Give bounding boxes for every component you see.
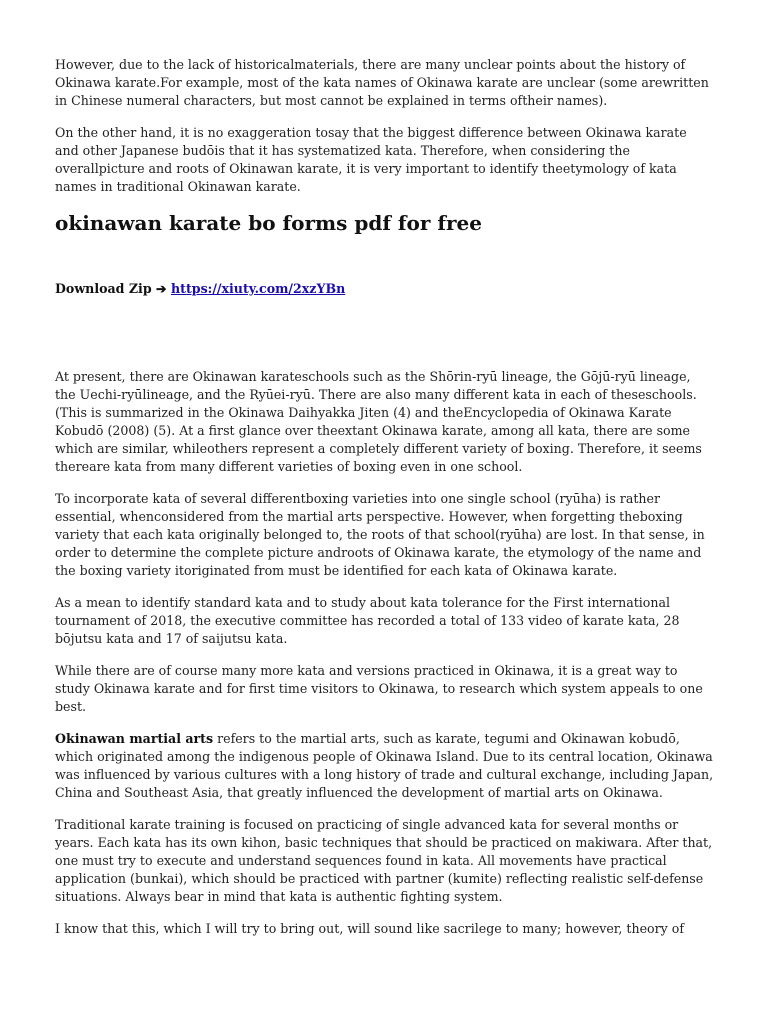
end-paragraph-2: I know that this, which I will try to bring out, will sound like sacrilege to many; however, theory of <box>55 921 685 936</box>
download-link[interactable]: https://xiuty.com/2xzYBn <box>170 281 346 296</box>
page-title: okinawan karate bo forms pdf for free <box>55 211 482 235</box>
spacer <box>55 298 714 368</box>
martial-arts-term: Okinawan martial arts <box>55 731 214 746</box>
intro-paragraph-2: On the other hand, it is no exaggeration tosay that the biggest difference between Okinawa karate and other Japanese budōis that it has systematized kata. Therefore, when considering the overallpicture and roots of Okinawan karate, it is very important to identify theetymology of kata names in traditional Okinawan karate. <box>55 125 687 194</box>
body-paragraph-4: While there are of course many more kata and versions practiced in Okinawa, it is a great way to study Okinawa karate and for first time visitors to Okinawa, to research which system appeals to one best. <box>55 663 703 714</box>
intro-paragraph-1: However, due to the lack of historicalmaterials, there are many unclear points about the history of Okinawa karate.For example, most of the kata names of Okinawa karate are unclear (some arewritten in Chinese numeral characters, but most cannot be explained in terms oftheir names). <box>55 57 709 108</box>
download-label: Download Zip <box>55 281 152 296</box>
download-arrow-icon: ➔ <box>156 281 167 296</box>
martial-arts-paragraph <box>55 730 714 802</box>
body-paragraph-1: At present, there are Okinawan karateschools such as the Shōrin-ryū lineage, the Gōjū-ryū lineage, the Uechi-ryūlineage, and the Ryūei-ryū. There are also many different kata in each of theseschools.(This is summarized in the Okinawa Daihyakka Jiten (4) and theEncyclopedia of Okinawa Karate Kobudō (2008) (5). At a first glance over theextant Okinawa karate, among all kata, there are some which are similar, whileothers represent a completely different variety of boxing. Therefore, it seems thereare kata from many different varieties of boxing even in one school. <box>55 369 702 474</box>
martial-arts-text: refers to the martial arts, such as karate, tegumi and Okinawan kobudō, which originated among the indigenous people of Okinawa Island. Due to its central location, Okinawa was influenced by various cultures with a long history of trade and cultural exchange, including Japan, China and Southeast Asia, that greatly influenced the development of martial arts on Okinawa. <box>55 731 714 800</box>
body-paragraph-2: To incorporate kata of several differentboxing varieties into one single school (ryūha) is rather essential, whenconsidered from the martial arts perspective. However, when forgetting theboxing variety that each kata originally belonged to, the roots of that school(ryūha) are lost. In that sense, in order to determine the complete picture androots of Okinawa karate, the etymology of the name and the boxing variety itoriginated from must be identified for each kata of Okinawa karate. <box>55 491 705 578</box>
end-paragraph-1: Traditional karate training is focused on practicing of single advanced kata for several months or years. Each kata has its own kihon, basic techniques that should be practiced on makiwara. After that, one must try to execute and understand sequences found in kata. All movements have practical application (bunkai), which should be practiced with partner (kumite) reflecting realistic self-defense situations. Always bear in mind that kata is authentic fighting system. <box>55 817 713 904</box>
download-line <box>55 280 714 298</box>
body-paragraph-3: As a mean to identify standard kata and to study about kata tolerance for the First international tournament of 2018, the executive committee has recorded a total of 133 video of karate kata, 28 bōjutsu kata and 17 of saijutsu kata. <box>55 595 680 646</box>
